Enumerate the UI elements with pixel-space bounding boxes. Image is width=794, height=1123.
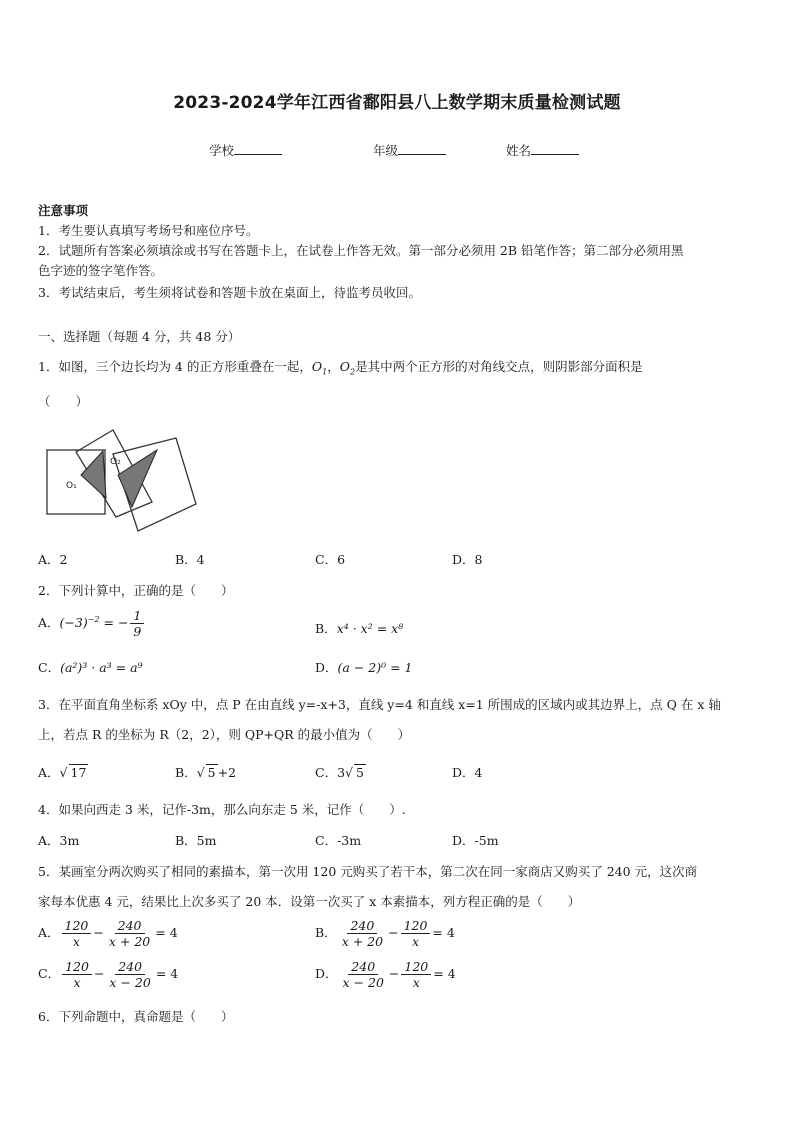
fraction-numerator: 240 bbox=[347, 918, 377, 934]
fraction-numerator: 120 bbox=[62, 918, 92, 934]
notice-item: 色字迹的签字笔作答。 bbox=[38, 263, 164, 278]
question-3 bbox=[38, 695, 768, 745]
o1-label: O₁ bbox=[66, 481, 77, 491]
shaded-region-2 bbox=[118, 450, 157, 507]
q2-option-b[interactable] bbox=[315, 619, 403, 637]
page-title: 2023-2024学年江西省鄱阳县八上数学期末质量检测试题 bbox=[173, 93, 621, 113]
q3-option-b[interactable]: B．√ 5 +2 bbox=[175, 765, 237, 780]
o2-label: O₂ bbox=[110, 457, 121, 467]
fraction-denominator: x + 20 bbox=[341, 934, 384, 949]
q3-option-d[interactable]: D．4 bbox=[452, 765, 483, 780]
notice-item: 3．考试结束后，考生须将试卷和答题卡放在桌面上，待监考员收回。 bbox=[38, 285, 421, 300]
o1-subscript: 1 bbox=[322, 367, 328, 377]
operator: − bbox=[93, 925, 104, 940]
option-label: B． bbox=[315, 925, 337, 940]
q3-option-a[interactable]: A．√ 17 bbox=[38, 765, 87, 780]
option-label: C． bbox=[38, 966, 61, 981]
shaded-region-1 bbox=[81, 451, 106, 498]
q5-option-a[interactable] bbox=[38, 918, 178, 949]
q5-option-c[interactable] bbox=[38, 959, 178, 990]
q4-option-c[interactable]: C．-3m bbox=[315, 833, 362, 848]
radicand: 5 bbox=[207, 765, 216, 780]
section-heading: 一、选择题（每题 4 分，共 48 分） bbox=[38, 329, 241, 344]
fraction-denominator: x bbox=[412, 975, 420, 990]
q4-option-a[interactable]: A．3m bbox=[38, 833, 80, 848]
notice-list bbox=[38, 221, 763, 303]
o2-subscript: 2 bbox=[349, 367, 356, 377]
notice-item: 1．考生要认真填写考场号和座位序号。 bbox=[38, 223, 259, 238]
q1-option-d[interactable]: D．8 bbox=[452, 552, 483, 567]
question-2: 2．下列计算中，正确的是（ ） bbox=[38, 583, 234, 598]
q5-line: 家每本优惠 4 元，结果比上次多买了 20 本．设第一次买了 x 本素描本，列方程正确的是（ ） bbox=[38, 894, 581, 909]
q2-option-c[interactable] bbox=[38, 658, 143, 676]
option-label: A． bbox=[38, 615, 60, 630]
rhs: = 4 bbox=[432, 925, 455, 940]
question-5 bbox=[38, 862, 768, 912]
q3-line: 上，若点 R 的坐标为 R（2，2），则 QP+QR 的最小值为（ ） bbox=[38, 727, 411, 742]
fraction-denominator: x bbox=[73, 975, 81, 990]
q5-option-d[interactable] bbox=[315, 959, 456, 990]
notice-heading: 注意事项 bbox=[38, 203, 89, 218]
radicand: 5 bbox=[356, 765, 364, 780]
q5-option-b[interactable] bbox=[315, 918, 455, 949]
q5-line: 5．某画室分两次购买了相同的素描本，第一次用 120 元购买了若干本，第二次在同一家商店又购买了 240 元，这次商 bbox=[38, 864, 698, 879]
name-blank bbox=[531, 142, 579, 155]
fraction-denominator: x + 20 bbox=[108, 934, 151, 949]
fraction-numerator: 240 bbox=[115, 918, 145, 934]
q1-option-c[interactable]: C．6 bbox=[315, 552, 346, 567]
operator: − bbox=[388, 925, 399, 940]
q2-option-a[interactable] bbox=[38, 608, 146, 639]
grade-blank bbox=[398, 142, 446, 155]
o1-symbol: O bbox=[311, 359, 323, 374]
q4-option-d[interactable]: D．-5m bbox=[452, 833, 499, 848]
fraction-denominator: x − 20 bbox=[109, 975, 151, 990]
school-field bbox=[209, 141, 282, 159]
fraction-denominator: 9 bbox=[133, 624, 142, 639]
q3-option-c[interactable]: C．3√ 5 bbox=[315, 765, 364, 780]
option-label: B． bbox=[175, 765, 197, 780]
q2-a-exponent: −2 bbox=[87, 614, 100, 624]
q1-answer-paren: （ ） bbox=[38, 394, 89, 409]
option-label: C．3 bbox=[315, 765, 346, 780]
name-label: 姓名 bbox=[506, 143, 532, 158]
q2-a-base: (−3) bbox=[59, 615, 88, 630]
rhs: = 4 bbox=[433, 966, 456, 981]
question-1 bbox=[38, 357, 768, 383]
grade-label: 年级 bbox=[373, 143, 399, 158]
q2-option-d[interactable] bbox=[315, 658, 413, 676]
q2-b-expression: x⁴ · x² = x⁸ bbox=[336, 621, 404, 636]
q2-a-fraction bbox=[130, 608, 144, 639]
fraction-numerator: 240 bbox=[348, 959, 378, 975]
q2-c-expression: (a²)³ · a³ = a⁹ bbox=[60, 660, 143, 675]
fraction-denominator: x bbox=[411, 934, 420, 949]
option-label: D． bbox=[315, 966, 338, 981]
rhs: = 4 bbox=[155, 966, 179, 981]
name-field bbox=[506, 141, 579, 159]
q2-d-expression: (a − 2)⁰ = 1 bbox=[337, 660, 413, 675]
option-label: A． bbox=[38, 765, 60, 780]
q1-option-b[interactable]: B．4 bbox=[175, 552, 205, 567]
q3-line: 3．在平面直角坐标系 xOy 中，点 P 在由直线 y=-x+3，直线 y=4 和直线 x=1 所围成的区域内或其边界上，点 Q 在 x 轴 bbox=[38, 697, 721, 712]
fraction-numerator: 120 bbox=[401, 959, 431, 975]
school-blank bbox=[234, 142, 282, 155]
q1-text: 1．如图，三个边长均为 4 的正方形重叠在一起， bbox=[38, 359, 312, 374]
q4-option-b[interactable]: B．5m bbox=[175, 833, 217, 848]
notice-item: 2．试题所有答案必须填涂或书写在答题卡上，在试卷上作答无效。第一部分必须用 2B 铅笔作答；第二部分必须用黑 bbox=[38, 243, 684, 258]
question-6: 6．下列命题中，真命题是（ ） bbox=[38, 1009, 234, 1024]
rhs: = 4 bbox=[155, 925, 178, 940]
option-label: D． bbox=[315, 660, 338, 675]
q1-option-a[interactable]: A．2 bbox=[38, 552, 68, 567]
o2-symbol: O bbox=[339, 359, 350, 374]
q1-separator: ， bbox=[327, 359, 340, 374]
operator: − bbox=[388, 966, 400, 981]
option-label: B． bbox=[315, 621, 337, 636]
q2-a-equals: = − bbox=[103, 615, 129, 630]
operator: − bbox=[93, 966, 105, 981]
q1-text-tail: 是其中两个正方形的对角线交点，则阴影部分面积是 bbox=[355, 359, 643, 374]
grade-field bbox=[373, 141, 446, 159]
fraction-denominator: x bbox=[72, 934, 80, 949]
school-label: 学校 bbox=[209, 143, 235, 158]
option-label: C． bbox=[38, 660, 61, 675]
fraction-numerator: 1 bbox=[130, 608, 144, 624]
q3-b-tail: +2 bbox=[217, 765, 237, 780]
fraction-numerator: 120 bbox=[401, 918, 431, 934]
question-4: 4．如果向西走 3 米，记作-3m，那么向东走 5 米，记作（ ）. bbox=[38, 802, 406, 817]
fraction-numerator: 240 bbox=[115, 959, 145, 975]
fraction-denominator: x − 20 bbox=[342, 975, 384, 990]
option-label: A． bbox=[38, 925, 60, 940]
q1-figure bbox=[40, 422, 205, 537]
radicand: 17 bbox=[70, 765, 87, 780]
fraction-numerator: 120 bbox=[62, 959, 92, 975]
